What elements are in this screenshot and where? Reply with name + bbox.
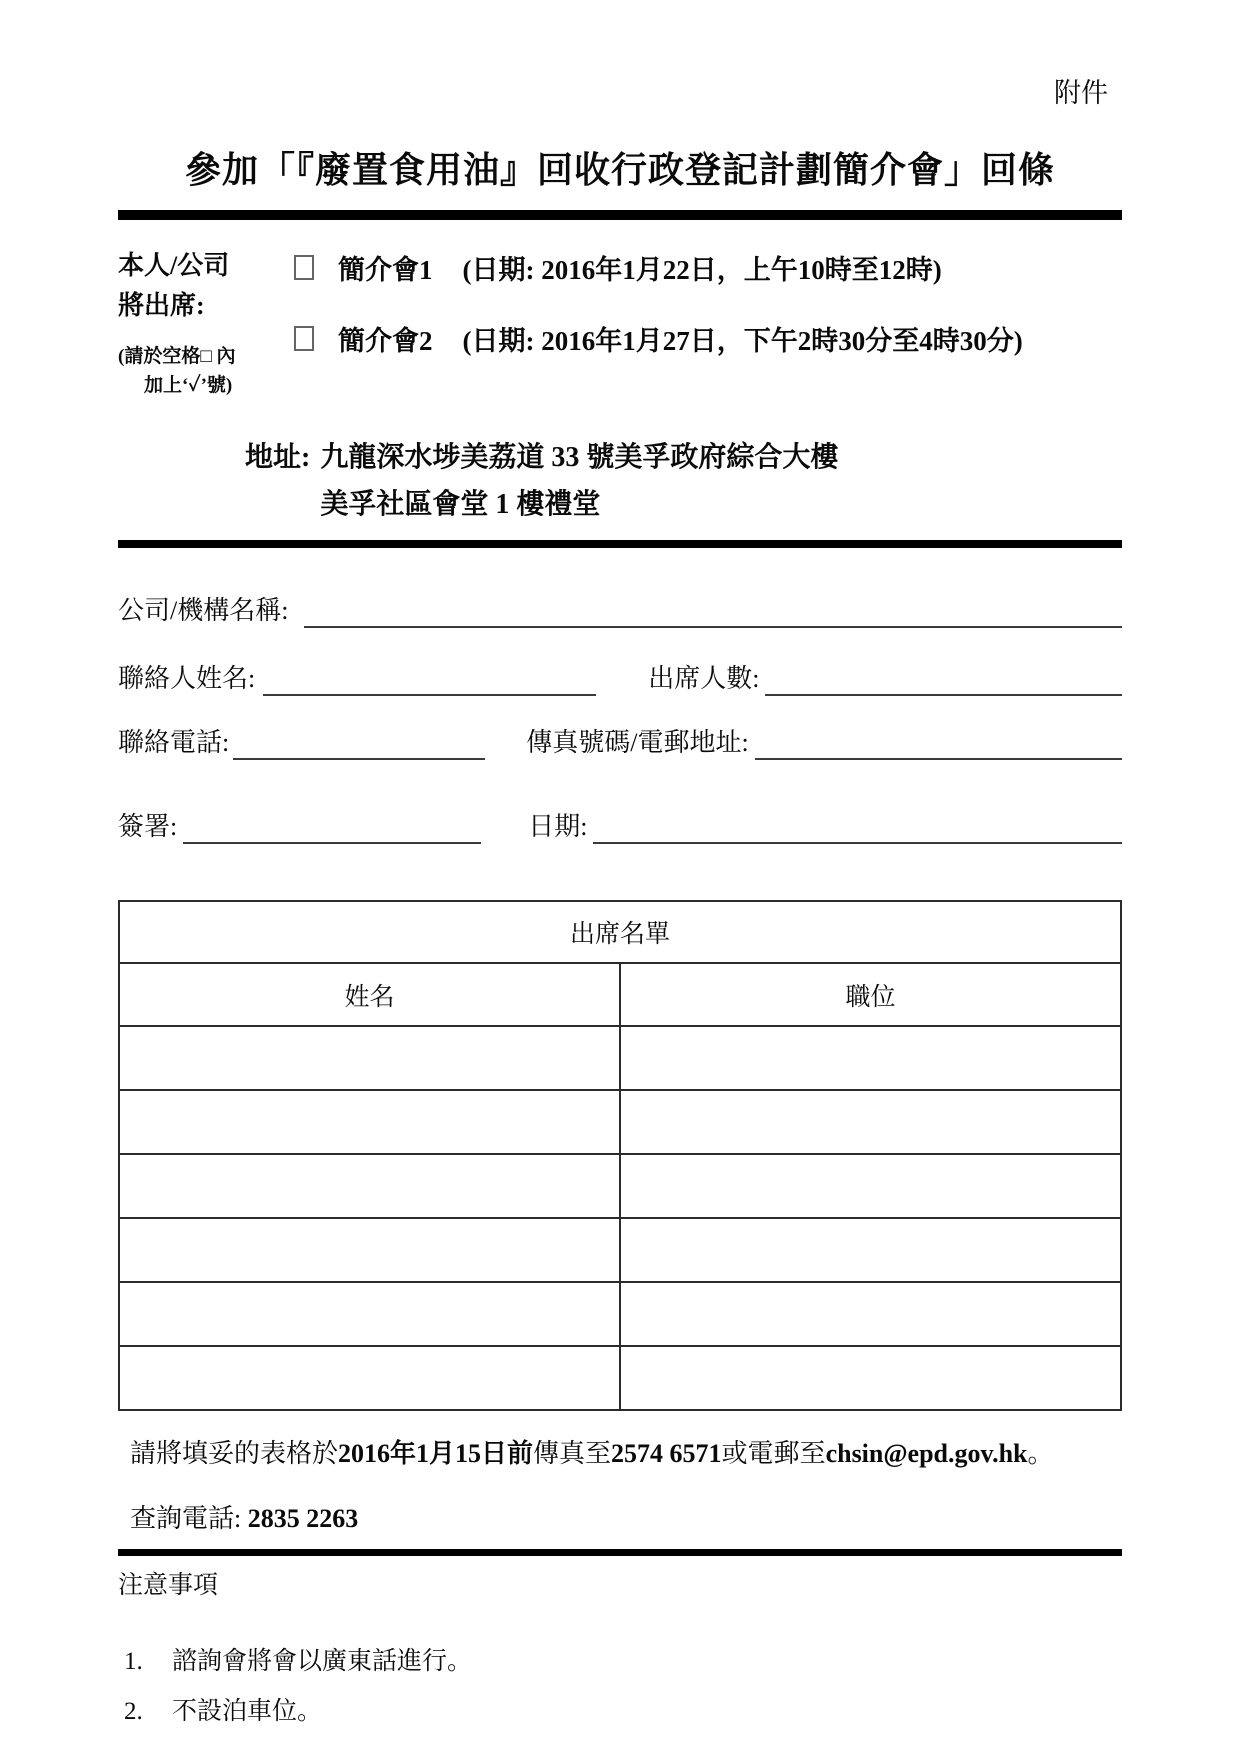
- note-2-text: 不設泊車位。: [172, 1698, 323, 1725]
- notes-title: 注意事項: [118, 1572, 219, 1599]
- session-2-datetime: (日期: 2016年1月27日，下午2時30分至4時30分): [462, 326, 1023, 356]
- note-item-1: [118, 1644, 1122, 1680]
- attendee-row-4: [119, 1218, 1121, 1282]
- note-2-number: 2.: [124, 1698, 143, 1725]
- contact-name-blank[interactable]: [263, 662, 596, 696]
- session-2-label: 簡介會2: [338, 326, 433, 356]
- enquiry-line: [118, 1501, 1122, 1537]
- address-line1: 九龍深水埗美荔道 33 號美孚政府綜合大樓: [320, 442, 839, 473]
- attendee-name-cell[interactable]: [119, 1026, 620, 1090]
- address-line2: 美孚社區會堂 1 樓禮堂: [320, 489, 601, 520]
- fax-email-blank[interactable]: [755, 726, 1122, 760]
- section-divider-rule: [118, 540, 1122, 548]
- attendee-table: [118, 900, 1122, 1411]
- attendance-label: [118, 246, 294, 326]
- title-divider-rule: [118, 210, 1122, 220]
- submit-prefix: 請將填妥的表格於: [130, 1439, 339, 1468]
- fax-number: 2574 6571: [611, 1439, 722, 1468]
- column-header-name: 姓名: [119, 963, 620, 1026]
- submit-via-fax: 傳真至: [533, 1439, 612, 1468]
- signature-blank[interactable]: [183, 810, 481, 844]
- attendee-row-5: [119, 1282, 1121, 1346]
- session-1-label: 簡介會1: [338, 255, 433, 285]
- company-name-label: 公司/機構名稱:: [118, 596, 289, 625]
- enquiry-label: 查詢電話:: [130, 1504, 248, 1533]
- attendee-name-cell[interactable]: [119, 1090, 620, 1154]
- session-2-checkbox[interactable]: [294, 326, 314, 351]
- note-1-number: 1.: [124, 1648, 143, 1675]
- attendee-name-cell[interactable]: [119, 1346, 620, 1410]
- attendance-section: [118, 246, 1122, 400]
- phone-row: [118, 726, 1122, 760]
- attendee-row-2: [119, 1090, 1121, 1154]
- venue-address: [118, 434, 1122, 528]
- attendee-row-6: [119, 1346, 1121, 1410]
- attendee-table-title: 出席名單: [119, 901, 1121, 963]
- attendee-count-blank[interactable]: [765, 662, 1122, 696]
- note-1-text: 諮詢會將會以廣東話進行。: [172, 1648, 473, 1675]
- attendee-name-cell[interactable]: [119, 1154, 620, 1218]
- attendee-name-cell[interactable]: [119, 1282, 620, 1346]
- checkbox-hint-line1: (請於空格□ 內: [118, 346, 236, 367]
- company-name-blank[interactable]: [304, 594, 1122, 628]
- attendance-label-line2: 將出席:: [118, 291, 205, 320]
- session-2-row: [294, 319, 1122, 358]
- signature-row: [118, 810, 1122, 844]
- attendee-position-cell[interactable]: [620, 1282, 1121, 1346]
- phone-label: 聯絡電話:: [118, 728, 230, 757]
- checkbox-hint: [118, 342, 294, 400]
- attendee-position-cell[interactable]: [620, 1090, 1121, 1154]
- address-label: 地址:: [245, 442, 311, 473]
- page-title: 參加「『廢置食用油』回收行政登記計劃簡介會」回條: [184, 150, 1055, 190]
- attendee-position-cell[interactable]: [620, 1026, 1121, 1090]
- contact-row: [118, 662, 1122, 696]
- submit-period: 。: [1027, 1439, 1054, 1468]
- signature-label: 簽署:: [118, 812, 178, 841]
- attendee-name-cell[interactable]: [119, 1218, 620, 1282]
- attendee-position-cell[interactable]: [620, 1154, 1121, 1218]
- phone-blank[interactable]: [233, 726, 485, 760]
- column-header-position: 職位: [620, 963, 1121, 1026]
- contact-name-label: 聯絡人姓名:: [118, 664, 256, 693]
- submit-via-email: 或電郵至: [721, 1439, 826, 1468]
- attendee-position-cell[interactable]: [620, 1218, 1121, 1282]
- attendee-count-label: 出席人數:: [648, 664, 760, 693]
- fax-email-label: 傳真號碼/電郵地址:: [526, 728, 749, 757]
- attachment-label: 附件: [1054, 78, 1108, 108]
- session-1-checkbox[interactable]: [294, 255, 314, 280]
- company-name-row: [118, 594, 1122, 628]
- submit-instruction: [118, 1435, 1122, 1473]
- checkbox-hint-line2: 加上‘✓’號): [144, 375, 233, 396]
- session-1-row: [294, 248, 1122, 287]
- note-item-2: [118, 1694, 1122, 1730]
- email-address: chsin@epd.gov.hk: [825, 1439, 1028, 1468]
- session-1-datetime: (日期: 2016年1月22日，上午10時至12時): [462, 255, 942, 285]
- attendee-row-3: [119, 1154, 1121, 1218]
- notes-divider-rule: [118, 1549, 1122, 1556]
- submit-deadline: 2016年1月15日前: [338, 1439, 534, 1468]
- enquiry-number: 2835 2263: [247, 1504, 359, 1533]
- attendee-position-cell[interactable]: [620, 1346, 1121, 1410]
- attendee-row-1: [119, 1026, 1121, 1090]
- date-blank[interactable]: [593, 810, 1122, 844]
- date-label: 日期:: [528, 812, 588, 841]
- attendance-label-line1: 本人/公司: [118, 251, 230, 280]
